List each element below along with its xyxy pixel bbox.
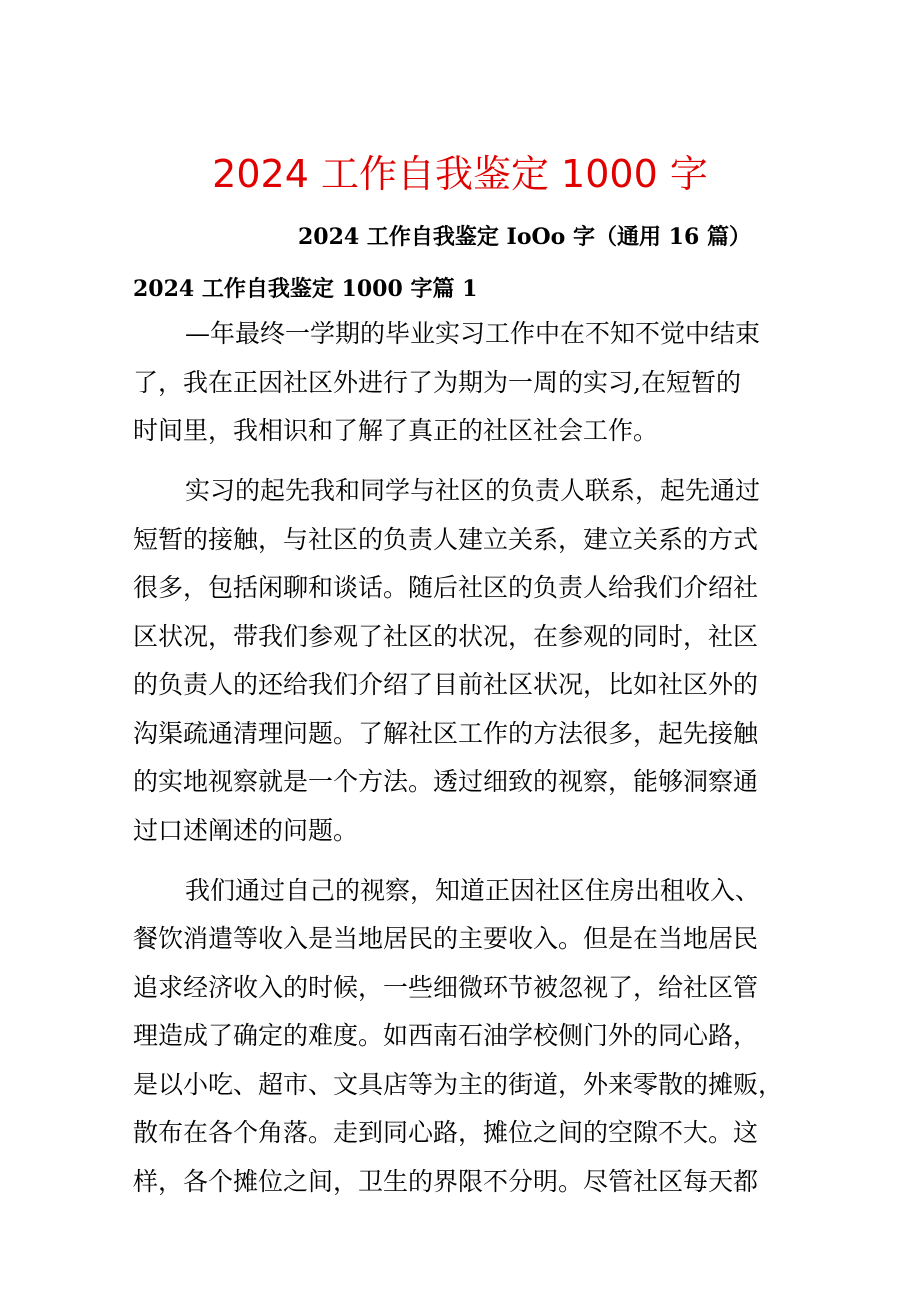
document-subtitle: 2024 工作自我鉴定 IoOo 字（通用 16 篇） bbox=[298, 224, 751, 250]
text-line: 很多，包括闲聊和谈话。随后社区的负责人给我们介绍社 bbox=[133, 573, 759, 602]
text-line: —年最终一学期的毕业实习工作中在不知不觉中结束 bbox=[185, 319, 761, 348]
text-line: 了，我在正因社区外进行了为期为一周的实习,在短暂的 bbox=[133, 367, 741, 397]
body-text bbox=[133, 310, 798, 1218]
paragraph-2 bbox=[133, 467, 798, 855]
text-line: 追求经济收入的时候，一些细微环节被忽视了，给社区管 bbox=[133, 972, 759, 1002]
text-line: 的负责人的还给我们介绍了目前社区状况，比如社区外的 bbox=[133, 670, 759, 699]
text-line: 沟渠疏通清理问题。了解社区工作的方法很多，起先接触 bbox=[133, 718, 759, 748]
text-line: 散布在各个角落。走到同心路，摊位之间的空隙不大。这 bbox=[133, 1118, 759, 1147]
text-line: 实习的起先我和同学与社区的负责人联系，起先通过 bbox=[185, 476, 761, 505]
text-line: 短暂的接触，与社区的负责人建立关系，建立关系的方式 bbox=[133, 524, 759, 554]
text-line: 我们通过自己的视察，知道正因社区住房出租收入、 bbox=[185, 875, 761, 905]
text-line: 理造成了确定的难度。如西南石油学校侧门外的同心路， bbox=[133, 1021, 759, 1050]
text-line: 样，各个摊位之间，卫生的界限不分明。尽管社区每天都 bbox=[133, 1166, 759, 1196]
paragraph-1 bbox=[133, 310, 798, 456]
text-line: 是以小吃、超市、文具店等为主的街道，外来零散的摊贩， bbox=[133, 1069, 784, 1099]
text-line: 时间里，我相识和了解了真正的社区社会工作。 bbox=[133, 416, 659, 445]
text-line: 过口述阐述的问题。 bbox=[133, 815, 359, 845]
text-line: 的实地视察就是一个方法。透过细致的视察，能够洞察通 bbox=[133, 767, 759, 796]
section-heading: 2024 工作自我鉴定 1000 字篇 1 bbox=[133, 276, 478, 302]
paragraph-3 bbox=[133, 867, 798, 1207]
text-line: 区状况，带我们参观了社区的状况，在参观的同时，社区 bbox=[133, 621, 759, 651]
text-line: 餐饮消遣等收入是当地居民的主要收入。但是在当地居民 bbox=[133, 924, 759, 953]
document-title: 2024 工作自我鉴定 1000 字 bbox=[212, 152, 708, 196]
